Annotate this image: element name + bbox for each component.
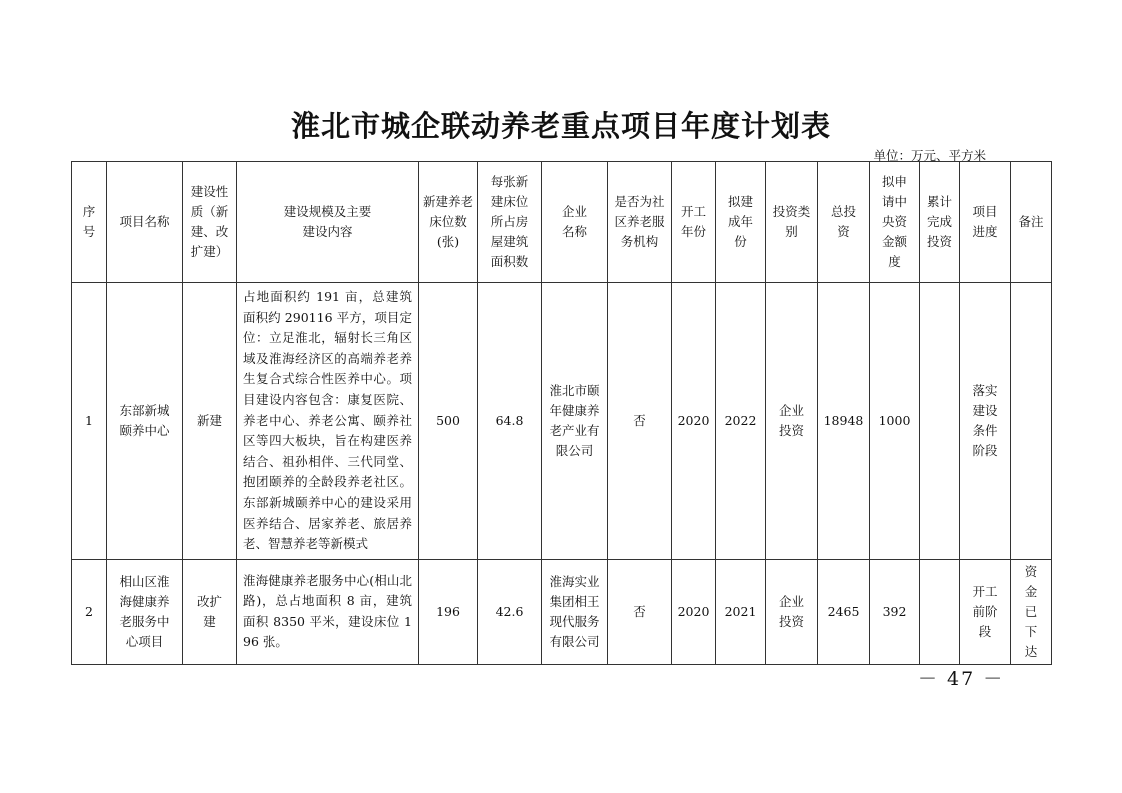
cell-area: 64.8: [478, 283, 542, 560]
cell-scale: 淮海健康养老服务中心(相山北路)，总占地面积 8 亩，建筑面积 8350 平米，建设床位 196 张。: [237, 559, 419, 664]
cell-seq: 2: [72, 559, 107, 664]
cell-invest-type: 企业投资: [766, 283, 818, 560]
cell-cumulative: [920, 559, 960, 664]
cell-scale: 占地面积约 191 亩，总建筑面积约 290116 平方，项目定位：立足淮北，辐射长三角区域及淮海经济区的高端养老养生复合式综合性医养中心。项目建设内容包含：康复医院、养老中心、养老公寓、颐养社区等四大板块，旨在构建医养结合、祖孙相伴、三代同堂、抱团颐养的全龄段养老社区。东部新城颐养中心的建设采用医养结合、居家养老、旅居养老、智慧养老等新模式: [237, 283, 419, 560]
page-number: － 47 －: [918, 668, 1005, 690]
cell-start: 2020: [672, 283, 716, 560]
cell-area: 42.6: [478, 559, 542, 664]
cell-progress: 开工前阶段: [960, 559, 1011, 664]
cell-cumulative: [920, 283, 960, 560]
table-row: [72, 559, 1052, 664]
cell-start: 2020: [672, 559, 716, 664]
header-row: [72, 162, 1052, 283]
header-seq: 序号: [72, 162, 107, 283]
header-community: 是否为社区养老服务机构: [608, 162, 672, 283]
header-total: 总投资: [818, 162, 870, 283]
page-title: 淮北市城企联动养老重点项目年度计划表: [290, 109, 831, 143]
cell-name: 东部新城颐养中心: [107, 283, 183, 560]
cell-beds: 196: [419, 559, 478, 664]
cell-nature: 改扩建: [183, 559, 237, 664]
cell-progress: 落实建设条件阶段: [960, 283, 1011, 560]
cell-remark: [1011, 283, 1052, 560]
cell-name: 相山区淮海健康养老服务中心项目: [107, 559, 183, 664]
header-central: 拟申请中央资金额度: [870, 162, 920, 283]
header-area: 每张新建床位所占房屋建筑面积数: [478, 162, 542, 283]
cell-total: 2465: [818, 559, 870, 664]
header-beds: 新建养老床位数(张): [419, 162, 478, 283]
header-nature: 建设性质（新建、改扩建）: [183, 162, 237, 283]
header-finish: 拟建成年份: [716, 162, 766, 283]
project-plan-table: [71, 161, 1052, 665]
cell-company: 淮北市颐年健康养老产业有限公司: [542, 283, 608, 560]
cell-nature: 新建: [183, 283, 237, 560]
cell-invest-type: 企业投资: [766, 559, 818, 664]
header-progress: 项目进度: [960, 162, 1011, 283]
cell-community: 否: [608, 559, 672, 664]
header-cumulative: 累计完成投资: [920, 162, 960, 283]
cell-central: 392: [870, 559, 920, 664]
header-start: 开工年份: [672, 162, 716, 283]
cell-total: 18948: [818, 283, 870, 560]
header-company: 企业名称: [542, 162, 608, 283]
unit-note: 单位：万元、平方米: [873, 148, 986, 163]
cell-central: 1000: [870, 283, 920, 560]
cell-remark: 资金已下达: [1011, 559, 1052, 664]
cell-company: 淮海实业集团相王现代服务有限公司: [542, 559, 608, 664]
header-scale: 建设规模及主要建设内容: [237, 162, 419, 283]
cell-beds: 500: [419, 283, 478, 560]
cell-seq: 1: [72, 283, 107, 560]
cell-finish: 2021: [716, 559, 766, 664]
header-name: 项目名称: [107, 162, 183, 283]
table-row: [72, 283, 1052, 560]
header-remark: 备注: [1011, 162, 1052, 283]
cell-finish: 2022: [716, 283, 766, 560]
header-invest-type: 投资类别: [766, 162, 818, 283]
cell-community: 否: [608, 283, 672, 560]
